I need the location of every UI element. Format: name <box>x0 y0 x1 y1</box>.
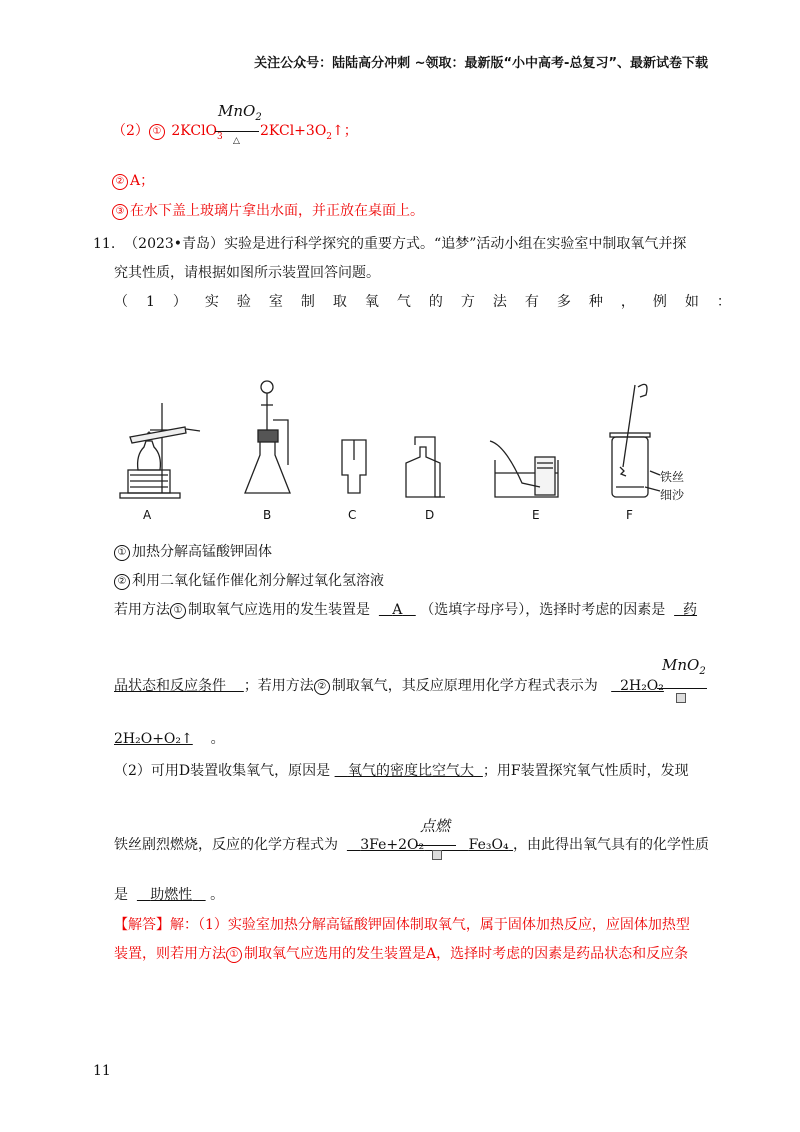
question-11-line1: 11. （2023•青岛）实验是进行科学探究的重要方式。“追梦”活动小组在实验室中制取氧气并探 <box>93 236 687 252</box>
page-number: 11 <box>93 1063 111 1079</box>
eq2-bar <box>657 688 707 689</box>
apparatus-d <box>406 437 445 497</box>
answer-blank-property: 助燃性 <box>150 887 193 903</box>
apparatus-label-c: C <box>348 508 357 522</box>
question-1-line3: 2H₂O+O₂↑ 。 <box>114 731 225 747</box>
eq3-condition: 点燃 <box>420 817 451 835</box>
answer-mark3: ③ 在水下盖上玻璃片拿出水面，并正放在桌面上。 <box>112 200 424 220</box>
question-2-line2: 铁丝剧烈燃烧，反应的化学方程式为 3Fe+2O₂ Fe₃O₄ ，由此得出氧气具有的化学性质 <box>114 837 710 853</box>
solution-line2: 装置，则若用方法 ① 制取氧气应选用的发生装置是A，选择时考虑的因素是药品状态和反应条 <box>114 946 689 962</box>
apparatus-label-d: D <box>425 508 435 522</box>
answer-mark2: ② A； <box>112 170 154 190</box>
solution-tag: 【解答】 <box>114 917 170 933</box>
question-2-line3: 是 助燃性 。 <box>114 887 225 903</box>
apparatus-f <box>610 384 660 497</box>
label-iron-wire: 铁丝 <box>660 470 685 484</box>
eq2-catalyst: MnO$_2$ <box>662 656 706 677</box>
question-1-line2: 品状态和反应条件 ；若用方法 ② 制取氧气，其反应原理用化学方程式表示为 2H₂O₂ <box>114 678 664 694</box>
eq-products: $2KCl+3O_2↑$； <box>260 123 358 142</box>
eq2-placeholder-icon <box>676 693 686 703</box>
question-11-line2: 究其性质，请根据如图所示装置回答问题。 <box>114 265 380 281</box>
apparatus-e <box>490 441 558 497</box>
apparatus-c <box>342 440 366 493</box>
eq3-placeholder-icon <box>432 850 442 860</box>
question-11-part1: （1）实验室制取氧气的方法有多种，例如： <box>114 294 749 310</box>
part-number: （2） <box>112 123 149 139</box>
apparatus-label-e: E <box>532 508 540 522</box>
question-2-line1: （2）可用D装置收集氧气，原因是 氧气的密度比空气大 ；用F装置探究氧气性质时，发现 <box>114 763 689 779</box>
answer-part2-equation: （2） ① 2KClO$_3$ <box>112 123 223 142</box>
solution-line1: 【解答】解：（1）实验室加热分解高锰酸钾固体制取氧气，属于固体加热反应，应固体加热型 <box>114 917 690 933</box>
label-fine-sand: 细沙 <box>660 488 685 502</box>
answer-blank-factor-a: 药 <box>683 602 698 618</box>
apparatus-label-a: A <box>143 508 152 522</box>
eq2-product: 2H₂O+O₂↑ <box>114 731 193 747</box>
eq3-reactant: 3Fe+2O₂ Fe₃O₄ <box>360 837 509 853</box>
catalyst-label: MnO$_2$ <box>218 102 262 123</box>
question-1-line1: 若用方法 ① 制取氧气应选用的发生装置是 A （选填字母序号），选择时考虑的因素是 药 <box>114 602 698 618</box>
apparatus-figure <box>110 375 710 525</box>
eq2-reactant: 2H₂O₂ <box>620 678 664 694</box>
apparatus-label-f: F <box>626 508 633 522</box>
method-1: ① 加热分解高锰酸钾固体 <box>114 541 272 561</box>
method-2: ② 利用二氧化锰作催化剂分解过氧化氢溶液 <box>114 570 384 590</box>
eq-reactant: 2KClO <box>171 123 218 139</box>
reaction-bar <box>215 131 259 132</box>
answer-blank-factor-b: 品状态和反应条件 <box>114 678 226 694</box>
answer-blank-density: 氧气的密度比空气大 <box>347 763 474 779</box>
apparatus-b <box>245 381 290 493</box>
circled-mark: ① <box>149 124 165 140</box>
answer-blank-apparatus: A <box>392 602 403 618</box>
apparatus-label-b: B <box>263 508 272 522</box>
apparatus-a <box>120 403 200 498</box>
eq3-bar <box>416 845 456 846</box>
heat-symbol: △ <box>233 136 240 146</box>
page-header: 关注公众号：陆陆高分冲刺 ~领取：最新版“小中高考-总复习”、最新试卷下载 <box>254 56 708 71</box>
